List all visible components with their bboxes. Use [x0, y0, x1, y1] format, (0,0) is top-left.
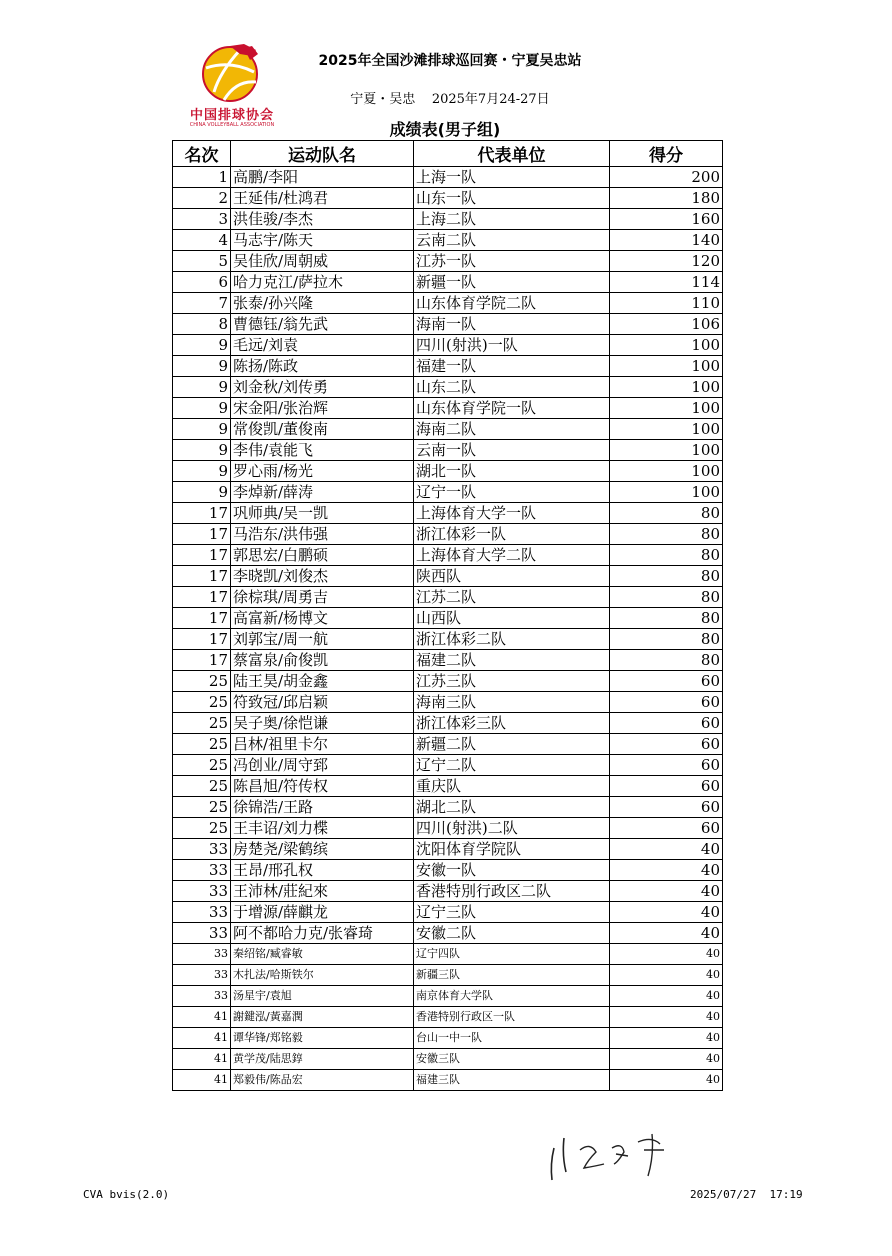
- team-cell: 李晓凯/刘俊杰: [231, 566, 414, 587]
- table-row: [173, 482, 723, 503]
- unit-cell: 上海体育大学二队: [414, 545, 610, 566]
- table-row: [173, 230, 723, 251]
- unit-cell: 上海二队: [414, 209, 610, 230]
- score-cell: 40: [610, 839, 723, 860]
- unit-cell: 海南二队: [414, 419, 610, 440]
- table-row: [173, 1028, 723, 1049]
- rank-cell: 33: [173, 839, 231, 860]
- team-cell: 罗心雨/杨光: [231, 461, 414, 482]
- table-row: [173, 545, 723, 566]
- rank-cell: 5: [173, 251, 231, 272]
- score-cell: 60: [610, 797, 723, 818]
- score-cell: 100: [610, 377, 723, 398]
- table-row: [173, 167, 723, 188]
- score-cell: 60: [610, 692, 723, 713]
- unit-cell: 福建一队: [414, 356, 610, 377]
- table-row: [173, 440, 723, 461]
- table-row: [173, 377, 723, 398]
- unit-cell: 浙江体彩二队: [414, 629, 610, 650]
- team-cell: 高富新/杨博文: [231, 608, 414, 629]
- rank-cell: 33: [173, 902, 231, 923]
- unit-cell: 湖北一队: [414, 461, 610, 482]
- rank-cell: 25: [173, 818, 231, 839]
- table-row: [173, 986, 723, 1007]
- unit-cell: 新疆一队: [414, 272, 610, 293]
- unit-cell: 四川(射洪)二队: [414, 818, 610, 839]
- table-row: [173, 314, 723, 335]
- team-cell: 王丰诏/刘力楪: [231, 818, 414, 839]
- rank-cell: 25: [173, 734, 231, 755]
- rank-cell: 41: [173, 1070, 231, 1091]
- column-header-score: 得分: [610, 141, 723, 167]
- table-row: [173, 734, 723, 755]
- rank-cell: 33: [173, 881, 231, 902]
- rank-cell: 17: [173, 650, 231, 671]
- score-cell: 40: [610, 860, 723, 881]
- rank-cell: 9: [173, 377, 231, 398]
- table-row: [173, 944, 723, 965]
- table-row: [173, 755, 723, 776]
- team-cell: 符致冠/邱启颖: [231, 692, 414, 713]
- rank-cell: 17: [173, 608, 231, 629]
- unit-cell: 安徽一队: [414, 860, 610, 881]
- table-row: [173, 272, 723, 293]
- results-table: [172, 140, 723, 1091]
- score-cell: 40: [610, 923, 723, 944]
- rank-cell: 41: [173, 1007, 231, 1028]
- team-cell: 巩师典/吴一凯: [231, 503, 414, 524]
- team-cell: 謝鍵泓/黃嘉潤: [231, 1007, 414, 1028]
- table-row: [173, 419, 723, 440]
- score-cell: 60: [610, 818, 723, 839]
- score-cell: 80: [610, 608, 723, 629]
- table-row: [173, 1070, 723, 1091]
- rank-cell: 8: [173, 314, 231, 335]
- team-cell: 马志宇/陈天: [231, 230, 414, 251]
- score-cell: 100: [610, 482, 723, 503]
- rank-cell: 25: [173, 713, 231, 734]
- unit-cell: 辽宁一队: [414, 482, 610, 503]
- team-cell: 房楚尧/梁鹤缤: [231, 839, 414, 860]
- team-cell: 陈昌旭/符传权: [231, 776, 414, 797]
- score-cell: 40: [610, 902, 723, 923]
- score-cell: 40: [610, 1028, 723, 1049]
- score-cell: 40: [610, 965, 723, 986]
- logo-text: 中国排球协会: [189, 108, 274, 123]
- team-cell: 汤星宇/袁旭: [231, 986, 414, 1007]
- team-cell: 曹德钰/翁先武: [231, 314, 414, 335]
- team-cell: 谭华锋/郑铭毅: [231, 1028, 414, 1049]
- team-cell: 哈力克江/萨拉木: [231, 272, 414, 293]
- column-header-rank: 名次: [173, 141, 231, 167]
- rank-cell: 33: [173, 923, 231, 944]
- team-cell: 郭思宏/白鹏硕: [231, 545, 414, 566]
- footer-timestamp: 2025/07/27 17:19: [690, 1188, 803, 1201]
- rank-cell: 25: [173, 755, 231, 776]
- team-cell: 蔡富泉/俞俊凯: [231, 650, 414, 671]
- score-cell: 100: [610, 419, 723, 440]
- score-cell: 40: [610, 986, 723, 1007]
- team-cell: 阿不都哈力克/张睿琦: [231, 923, 414, 944]
- page-title: 2025年全国沙滩排球巡回赛・宁夏吴忠站: [318, 53, 582, 69]
- team-cell: 刘郭宝/周一航: [231, 629, 414, 650]
- rank-cell: 41: [173, 1049, 231, 1070]
- score-cell: 100: [610, 461, 723, 482]
- unit-cell: 江苏三队: [414, 671, 610, 692]
- score-cell: 40: [610, 881, 723, 902]
- score-cell: 60: [610, 776, 723, 797]
- unit-cell: 辽宁四队: [414, 944, 610, 965]
- table-row: [173, 671, 723, 692]
- score-cell: 100: [610, 398, 723, 419]
- score-cell: 160: [610, 209, 723, 230]
- unit-cell: 湖北二队: [414, 797, 610, 818]
- score-cell: 80: [610, 566, 723, 587]
- unit-cell: 香港特别行政区一队: [414, 1007, 610, 1028]
- table-row: [173, 881, 723, 902]
- unit-cell: 上海体育大学一队: [414, 503, 610, 524]
- rank-cell: 9: [173, 482, 231, 503]
- table-row: [173, 356, 723, 377]
- rank-cell: 17: [173, 503, 231, 524]
- footer-software: CVA bvis(2.0): [83, 1188, 170, 1201]
- table-row: [173, 818, 723, 839]
- rank-cell: 33: [173, 860, 231, 881]
- unit-cell: 上海一队: [414, 167, 610, 188]
- unit-cell: 云南一队: [414, 440, 610, 461]
- rank-cell: 33: [173, 965, 231, 986]
- rank-cell: 17: [173, 629, 231, 650]
- unit-cell: 新疆三队: [414, 965, 610, 986]
- unit-cell: 沈阳体育学院队: [414, 839, 610, 860]
- table-row: [173, 965, 723, 986]
- event-info: [300, 88, 600, 107]
- rank-cell: 25: [173, 776, 231, 797]
- column-header-team: 运动队名: [231, 141, 414, 167]
- team-cell: 郑毅伟/陈品宏: [231, 1070, 414, 1091]
- unit-cell: 南京体育大学队: [414, 986, 610, 1007]
- table-row: [173, 650, 723, 671]
- results-body: [173, 167, 723, 1091]
- score-cell: 110: [610, 293, 723, 314]
- team-cell: 常俊凯/董俊南: [231, 419, 414, 440]
- team-cell: 陈扬/陈政: [231, 356, 414, 377]
- unit-cell: 山东二队: [414, 377, 610, 398]
- rank-cell: 25: [173, 671, 231, 692]
- table-row: [173, 1049, 723, 1070]
- unit-cell: 香港特別行政区二队: [414, 881, 610, 902]
- score-cell: 40: [610, 944, 723, 965]
- rank-cell: 17: [173, 587, 231, 608]
- unit-cell: 安徽三队: [414, 1049, 610, 1070]
- score-cell: 180: [610, 188, 723, 209]
- table-row: [173, 797, 723, 818]
- unit-cell: 江苏二队: [414, 587, 610, 608]
- team-cell: 徐锦浩/王路: [231, 797, 414, 818]
- rank-cell: 2: [173, 188, 231, 209]
- unit-cell: 山西队: [414, 608, 610, 629]
- table-row: [173, 629, 723, 650]
- unit-cell: 浙江体彩三队: [414, 713, 610, 734]
- rank-cell: 6: [173, 272, 231, 293]
- table-row: [173, 335, 723, 356]
- rank-cell: 7: [173, 293, 231, 314]
- column-header-unit: 代表单位: [414, 141, 610, 167]
- score-cell: 60: [610, 734, 723, 755]
- unit-cell: 山东一队: [414, 188, 610, 209]
- team-cell: 木扎法/哈斯铁尔: [231, 965, 414, 986]
- score-cell: 40: [610, 1007, 723, 1028]
- table-row: [173, 209, 723, 230]
- team-cell: 刘金秋/刘传勇: [231, 377, 414, 398]
- score-cell: 40: [610, 1070, 723, 1091]
- rank-cell: 41: [173, 1028, 231, 1049]
- table-row: [173, 692, 723, 713]
- table-row: [173, 188, 723, 209]
- score-cell: 120: [610, 251, 723, 272]
- team-cell: 徐棕琪/周勇吉: [231, 587, 414, 608]
- table-row: [173, 713, 723, 734]
- score-cell: 80: [610, 503, 723, 524]
- unit-cell: 安徽二队: [414, 923, 610, 944]
- rank-cell: 17: [173, 545, 231, 566]
- rank-cell: 3: [173, 209, 231, 230]
- rank-cell: 4: [173, 230, 231, 251]
- unit-cell: 陕西队: [414, 566, 610, 587]
- unit-cell: 辽宁二队: [414, 755, 610, 776]
- rank-cell: 25: [173, 692, 231, 713]
- rank-cell: 9: [173, 440, 231, 461]
- score-cell: 100: [610, 335, 723, 356]
- table-header-row: [173, 141, 723, 167]
- score-cell: 80: [610, 587, 723, 608]
- rank-cell: 9: [173, 419, 231, 440]
- table-row: [173, 587, 723, 608]
- rank-cell: 1: [173, 167, 231, 188]
- table-row: [173, 1007, 723, 1028]
- sheet-title: 成绩表(男子组): [389, 120, 501, 139]
- rank-cell: 25: [173, 797, 231, 818]
- rank-cell: 9: [173, 356, 231, 377]
- unit-cell: 四川(射洪)一队: [414, 335, 610, 356]
- team-cell: 吕林/祖里卡尔: [231, 734, 414, 755]
- team-cell: 高鹏/李阳: [231, 167, 414, 188]
- team-cell: 马浩东/洪伟强: [231, 524, 414, 545]
- unit-cell: 山东体育学院二队: [414, 293, 610, 314]
- table-row: [173, 293, 723, 314]
- team-cell: 王沛林/莊紀來: [231, 881, 414, 902]
- team-cell: 黄学茂/陆思錞: [231, 1049, 414, 1070]
- table-row: [173, 923, 723, 944]
- unit-cell: 台山一中一队: [414, 1028, 610, 1049]
- team-cell: 毛远/刘袁: [231, 335, 414, 356]
- team-cell: 冯创业/周守郅: [231, 755, 414, 776]
- handwritten-signature: [540, 1120, 690, 1190]
- score-cell: 80: [610, 545, 723, 566]
- team-cell: 陆王昊/胡金鑫: [231, 671, 414, 692]
- unit-cell: 江苏一队: [414, 251, 610, 272]
- team-cell: 王昂/邢孔权: [231, 860, 414, 881]
- score-cell: 100: [610, 356, 723, 377]
- table-row: [173, 461, 723, 482]
- table-row: [173, 251, 723, 272]
- team-cell: 于增源/薛麒龙: [231, 902, 414, 923]
- table-row: [173, 503, 723, 524]
- score-cell: 140: [610, 230, 723, 251]
- rank-cell: 9: [173, 398, 231, 419]
- table-row: [173, 524, 723, 545]
- score-cell: 114: [610, 272, 723, 293]
- table-row: [173, 566, 723, 587]
- rank-cell: 17: [173, 566, 231, 587]
- score-cell: 60: [610, 713, 723, 734]
- table-row: [173, 839, 723, 860]
- unit-cell: 新疆二队: [414, 734, 610, 755]
- table-row: [173, 860, 723, 881]
- unit-cell: 福建三队: [414, 1070, 610, 1091]
- rank-cell: 17: [173, 524, 231, 545]
- team-cell: 张泰/孙兴隆: [231, 293, 414, 314]
- unit-cell: 福建二队: [414, 650, 610, 671]
- team-cell: 吴佳欣/周朝威: [231, 251, 414, 272]
- team-cell: 洪佳骏/李杰: [231, 209, 414, 230]
- event-location: 宁夏・吴忠: [350, 92, 416, 107]
- team-cell: 李伟/袁能飞: [231, 440, 414, 461]
- logo-subtext: CHINA VOLLEYBALL ASSOCIATION: [189, 122, 275, 128]
- score-cell: 100: [610, 440, 723, 461]
- score-cell: 106: [610, 314, 723, 335]
- score-cell: 80: [610, 524, 723, 545]
- score-cell: 80: [610, 629, 723, 650]
- unit-cell: 云南二队: [414, 230, 610, 251]
- table-row: [173, 608, 723, 629]
- unit-cell: 海南一队: [414, 314, 610, 335]
- team-cell: 吴子奥/徐恺谦: [231, 713, 414, 734]
- team-cell: 宋金阳/张治辉: [231, 398, 414, 419]
- rank-cell: 9: [173, 461, 231, 482]
- table-row: [173, 776, 723, 797]
- table-row: [173, 398, 723, 419]
- rank-cell: 33: [173, 986, 231, 1007]
- score-cell: 40: [610, 1049, 723, 1070]
- event-date: 2025年7月24-27日: [431, 92, 550, 107]
- score-cell: 60: [610, 671, 723, 692]
- team-cell: 李焯新/薛涛: [231, 482, 414, 503]
- team-cell: 秦绍铭/臧睿敏: [231, 944, 414, 965]
- unit-cell: 重庆队: [414, 776, 610, 797]
- rank-cell: 9: [173, 335, 231, 356]
- unit-cell: 浙江体彩一队: [414, 524, 610, 545]
- score-cell: 200: [610, 167, 723, 188]
- score-cell: 60: [610, 755, 723, 776]
- table-row: [173, 902, 723, 923]
- unit-cell: 山东体育学院一队: [414, 398, 610, 419]
- rank-cell: 33: [173, 944, 231, 965]
- unit-cell: 辽宁三队: [414, 902, 610, 923]
- score-cell: 80: [610, 650, 723, 671]
- unit-cell: 海南三队: [414, 692, 610, 713]
- team-cell: 王延伟/杜鸿君: [231, 188, 414, 209]
